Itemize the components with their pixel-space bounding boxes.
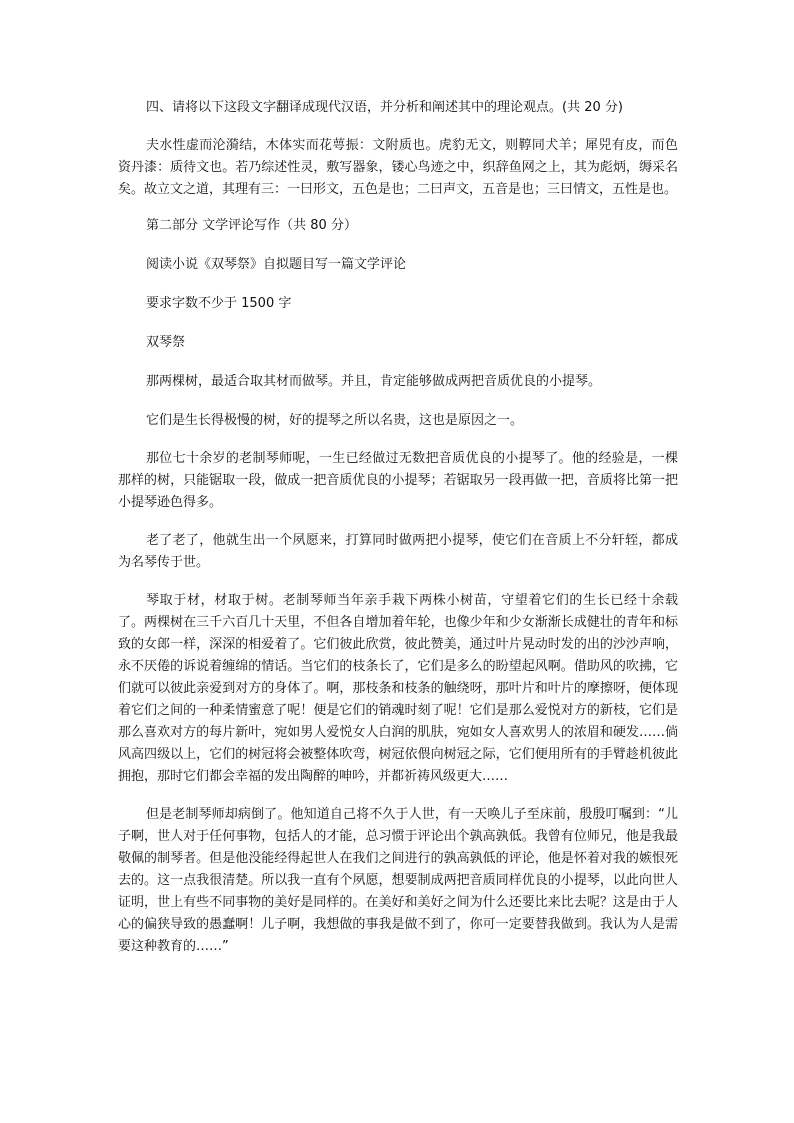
story-paragraph-2: 它们是生长得极慢的树，好的提琴之所以名贵，这也是原因之一。 bbox=[146, 413, 524, 428]
assignment-instruction: 阅读小说《双琴祭》自拟题目写一篇文学评论 bbox=[146, 257, 407, 272]
part-two-heading: 第二部分 文学评论写作（共 80 分） bbox=[146, 218, 357, 233]
classical-passage: 夫水性虚而沦漪结，木体实而花萼振：文附质也。虎豹无文，则鞟同犬羊；犀兕有皮，而色资丹漆：质待文也。若乃综述性灵，敷写器象，镂心鸟迹之中，织辞鱼网之上，其为彪炳，缛采名矣。故立文之道，其理有三：一曰形文，五色是也；二曰声文，五音是也；三曰情文，五性是也。 bbox=[118, 138, 678, 197]
story-paragraph-5: 琴取于材，材取于树。老制琴师当年亲手栽下两株小树苗，守望着它们的生长已经十余载了。两棵树在三千六百几十天里，不但各自增加着年轮，也像少年和少女渐渐长成健壮的青年和标致的女郎一样，深深的相爱着了。它们彼此欣赏，彼此赞美，通过叶片晃动时发的出的沙沙声响，永不厌倦的诉说着缠绵的情话。当它们的枝条长了，它们是多么的盼望起风啊。借助风的吹拂，它们就可以彼此亲爱到对方的身体了。啊，那枝条和枝条的触绕呀，那叶片和叶片的摩擦呀，便体现着它们之间的一种柔情蜜意了呢！便是它们的销魂时刻了呢！它们是那么爱悦对方的新枝，它们是那么喜欢对方的每片新叶，宛如男人爱悦女人白润的肌肤，宛如女人喜欢男人的浓眉和硬发……倘风高四级以上，它们的树冠将会被整体吹弯，树冠依偎向树冠之际，它们便用所有的手臂趁机彼此拥抱，那时它们都会幸福的发出陶醉的呻吟，并都祈祷风级更大…… bbox=[118, 593, 678, 784]
question-heading: 四、请将以下这段文字翻译成现代汉语，并分析和阐述其中的理论观点。(共 20 分) bbox=[146, 100, 623, 115]
story-paragraph-3: 那位七十余岁的老制琴师呢，一生已经做过无数把音质优良的小提琴了。他的经验是，一棵那样的树，只能锯取一段，做成一把音质优良的小提琴；若锯取另一段再做一把，音质将比第一把小提琴逊色得多。 bbox=[118, 451, 678, 510]
story-paragraph-6: 但是老制琴师却病倒了。他知道自己将不久于人世，有一天唤儿子至床前，殷殷叮嘱到：“儿子啊，世人对于任何事物，包括人的才能，总习惯于评论出个孰高孰低。我曾有位师兄，他是我最敬佩的制琴者。但是他没能经得起世人在我们之间进行的孰高孰低的评论，他是怀着对我的嫉恨死去的。这一点我很清楚。所以我一直有个夙愿，想要制成两把音质同样优良的小提琴，以此向世人证明，世上有些不同事物的美好是同样的。在美好和美好之间为什么还要比来比去呢？这是由于人心的偏狭导致的愚蠢啊！儿子啊，我想做的事我是做不到了，你可一定要替我做到。我认为人是需要这种教育的……” bbox=[118, 807, 678, 954]
story-paragraph-4: 老了老了，他就生出一个夙愿来，打算同时做两把小提琴，使它们在音质上不分轩轾，都成为名琴传于世。 bbox=[118, 533, 678, 570]
word-count-requirement: 要求字数不少于 1500 字 bbox=[146, 296, 292, 311]
story-paragraph-1: 那两棵树，最适合取其材而做琴。并且，肯定能够做成两把音质优良的小提琴。 bbox=[146, 374, 602, 389]
story-title: 双琴祭 bbox=[146, 335, 186, 350]
document-page bbox=[118, 96, 678, 958]
